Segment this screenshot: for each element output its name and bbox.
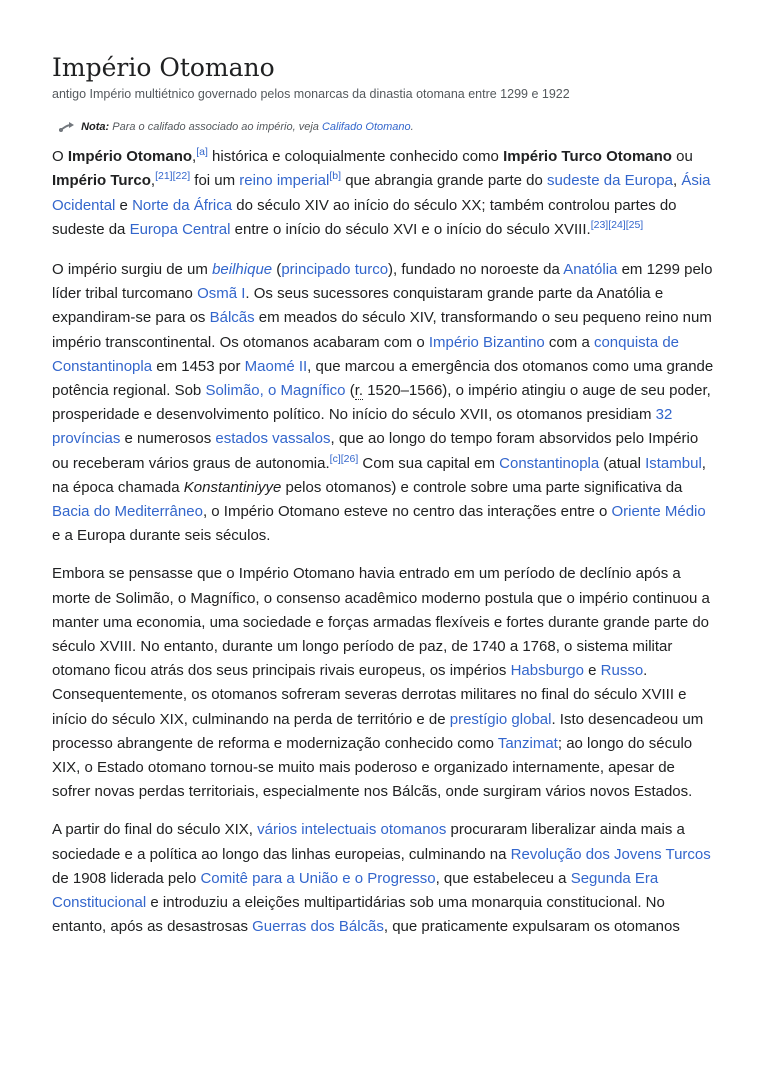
text: O império surgiu de um <box>52 260 213 278</box>
text: ou <box>671 148 693 166</box>
link-anatolia[interactable]: Anatólia <box>563 260 618 278</box>
link-norte-africa[interactable]: Norte da África <box>132 196 233 214</box>
link-europa-central[interactable]: Europa Central <box>129 220 231 238</box>
text: em meados do século XIV, transformando o seu pequeno reino num império transcontinental. Os otomanos acabaram com o <box>52 309 712 351</box>
link-revolucao-jovens-turcos[interactable]: Revolução dos Jovens Turcos <box>510 845 711 863</box>
text: ( <box>345 381 355 399</box>
text: . Isto desencadeou um processo abrangente de reforma e modernização conhecido como <box>52 710 704 752</box>
text: e numerosos <box>120 430 216 448</box>
footnote-ref[interactable]: [c][26] <box>329 452 359 465</box>
text: O <box>52 148 68 166</box>
footnote-ref[interactable]: [a] <box>196 146 208 159</box>
footnote-ref[interactable]: [21][22] <box>155 170 191 183</box>
link-prestigio-global[interactable]: prestígio global <box>449 710 552 728</box>
link-sudeste-europa[interactable]: sudeste da Europa <box>547 172 673 190</box>
text: , que marcou a emergência dos otomanos como uma grande potência regional. Sob <box>52 357 714 399</box>
link-segunda-era-constitucional[interactable]: Segunda Era Constitucional <box>52 869 659 911</box>
text: , o Império Otomano esteve no centro das interações entre o <box>202 502 612 520</box>
link-balcas[interactable]: Bálcãs <box>209 309 255 327</box>
text: que abrangia grande parte do <box>341 172 548 190</box>
link-osma-i[interactable]: Osmã I <box>197 285 246 303</box>
footnote-ref[interactable]: [23][24][25] <box>590 218 644 231</box>
text: histórica e coloquialmente conhecido como <box>207 148 504 166</box>
link-solimao[interactable]: Solimão, o Magnífico <box>205 381 346 399</box>
text: em 1453 por <box>152 357 245 375</box>
link-asia-ocidental[interactable]: Ásia Ocidental <box>52 172 711 214</box>
text: pelos otomanos) e controle sobre uma parte significativa da <box>281 478 683 496</box>
text: entre o início do século XVI e o início do século XVIII. <box>230 220 591 238</box>
abbr-reign: r. <box>354 381 364 399</box>
text: 1520–1566), o império atingiu o auge de seu poder, prosperidade e desenvolvimento político. No início do século XVII, os otomanos presidiam <box>52 381 711 424</box>
paragraph-intro <box>52 145 716 242</box>
text: ; ao longo do século XIX, o Estado otomano tornou-se muito mais poderoso e organizado internamente, apesar de sofrer novas perdas territoriais, especialmente nos Bálcãs, onde surgiram vários novos Estados. <box>52 734 693 801</box>
text: com a <box>544 333 594 351</box>
text: , na época chamada <box>52 454 706 496</box>
text: , <box>192 148 197 166</box>
link-habsburgo[interactable]: Habsburgo <box>510 662 584 680</box>
link-guerras-balcas[interactable]: Guerras dos Bálcãs <box>252 918 384 936</box>
link-constantinopla[interactable]: Constantinopla <box>499 454 600 472</box>
text: e <box>115 196 133 214</box>
page-title: Império Otomano <box>52 53 275 82</box>
link-istambul[interactable]: Istambul <box>645 454 702 472</box>
text: , <box>672 172 682 190</box>
link-32-provincias[interactable]: 32 províncias <box>52 406 673 448</box>
text: , que estabeleceu a <box>435 869 571 887</box>
text: (atual <box>599 454 646 472</box>
text: A partir do final do século XIX, <box>52 821 258 839</box>
paragraph-decline <box>52 562 716 804</box>
italic-link-text: beilhique <box>212 260 273 278</box>
text: procuraram liberalizar ainda mais a sociedade e a política ao longo das linhas europeias, culminando na <box>52 821 685 863</box>
link-conquista-constantinopla[interactable]: conquista de Constantinopla <box>52 333 680 375</box>
text: do século XIV ao início do século XX; também controlou partes do sudeste da <box>52 196 677 238</box>
text: . Os seus sucessores conquistaram grande parte da Anatólia e expandiram-se para os <box>52 285 664 327</box>
link-principado-turco[interactable]: principado turco <box>281 260 389 278</box>
hatnote-label: Nota: <box>81 121 110 133</box>
text: . Consequentemente, os otomanos sofreram severas derrotas militares no final do século XVIII e início do século XIX, culminando na perda de território e de <box>52 662 687 728</box>
text: ), fundado no noroeste da <box>388 260 564 278</box>
text: , <box>150 172 156 190</box>
bold-term: Império Otomano <box>67 148 193 166</box>
italic-term: Konstantiniyye <box>183 478 282 496</box>
hatnote-end: . <box>410 121 414 133</box>
link-russo[interactable]: Russo <box>600 662 644 680</box>
link-oriente-medio[interactable]: Oriente Médio <box>611 502 706 520</box>
footnote-ref[interactable]: [b] <box>329 170 342 183</box>
link-califado-otomano[interactable]: Califado Otomano <box>321 121 411 133</box>
paragraph-history <box>52 258 716 548</box>
text: em 1299 pelo líder tribal turcomano <box>52 260 713 303</box>
article <box>0 53 768 939</box>
link-maome-ii[interactable]: Maomé II <box>244 357 308 375</box>
link-reino-imperial[interactable]: reino imperial <box>239 172 330 190</box>
text: ( <box>272 260 282 278</box>
link-bacia-mediterraneo[interactable]: Bacia do Mediterrâneo <box>52 502 203 520</box>
bold-term: Império Turco Otomano <box>503 148 672 166</box>
link-imperio-bizantino[interactable]: Império Bizantino <box>428 333 545 351</box>
hatnote-text: Para o califado associado ao império, veja <box>112 121 319 133</box>
link-beilhique[interactable] <box>212 261 272 278</box>
hatnote <box>52 120 716 134</box>
paragraph-reform <box>52 818 716 939</box>
link-tanzimat[interactable]: Tanzimat <box>497 734 558 752</box>
link-comite-uniao-progresso[interactable]: Comitê para a União e o Progresso <box>200 869 436 887</box>
redirect-arrow-icon <box>58 120 78 134</box>
text: , que ao longo do tempo foram absorvidos pelo Império ou receberam vários graus de autonomia. <box>52 430 699 472</box>
text: de 1908 liderada pelo <box>52 869 201 887</box>
link-estados-vassalos[interactable]: estados vassalos <box>215 430 331 448</box>
text: e a Europa durante seis séculos. <box>52 527 271 545</box>
text: e <box>583 662 601 680</box>
text: Embora se pensasse que o Império Otomano havia entrado em um período de declínio após a morte de Solimão, o Magnífico, o consenso acadêmico moderno postula que o império continuou a manter uma economia, uma sociedade e forças armadas flexíveis e fortes durante grande parte do século XVIII. No entanto, durante um longo período de paz, de 1740 a 1768, o sistema militar otomano ficou atrás dos seus principais rivais europeus, os impérios <box>52 565 710 680</box>
text: e introduziu a eleições multipartidárias sob uma monarquia constitucional. No entanto, após as desastrosas <box>52 893 665 936</box>
text: Com sua capital em <box>358 454 500 472</box>
text: foi um <box>190 172 240 190</box>
page-subtitle: antigo Império multiétnico governado pelos monarcas da dinastia otomana entre 1299 e 1922 <box>52 87 570 101</box>
text: , que praticamente expulsaram os otomanos <box>383 918 680 936</box>
link-intelectuais-otomanos[interactable]: vários intelectuais otomanos <box>257 821 447 839</box>
bold-term: Império Turco <box>52 172 151 190</box>
